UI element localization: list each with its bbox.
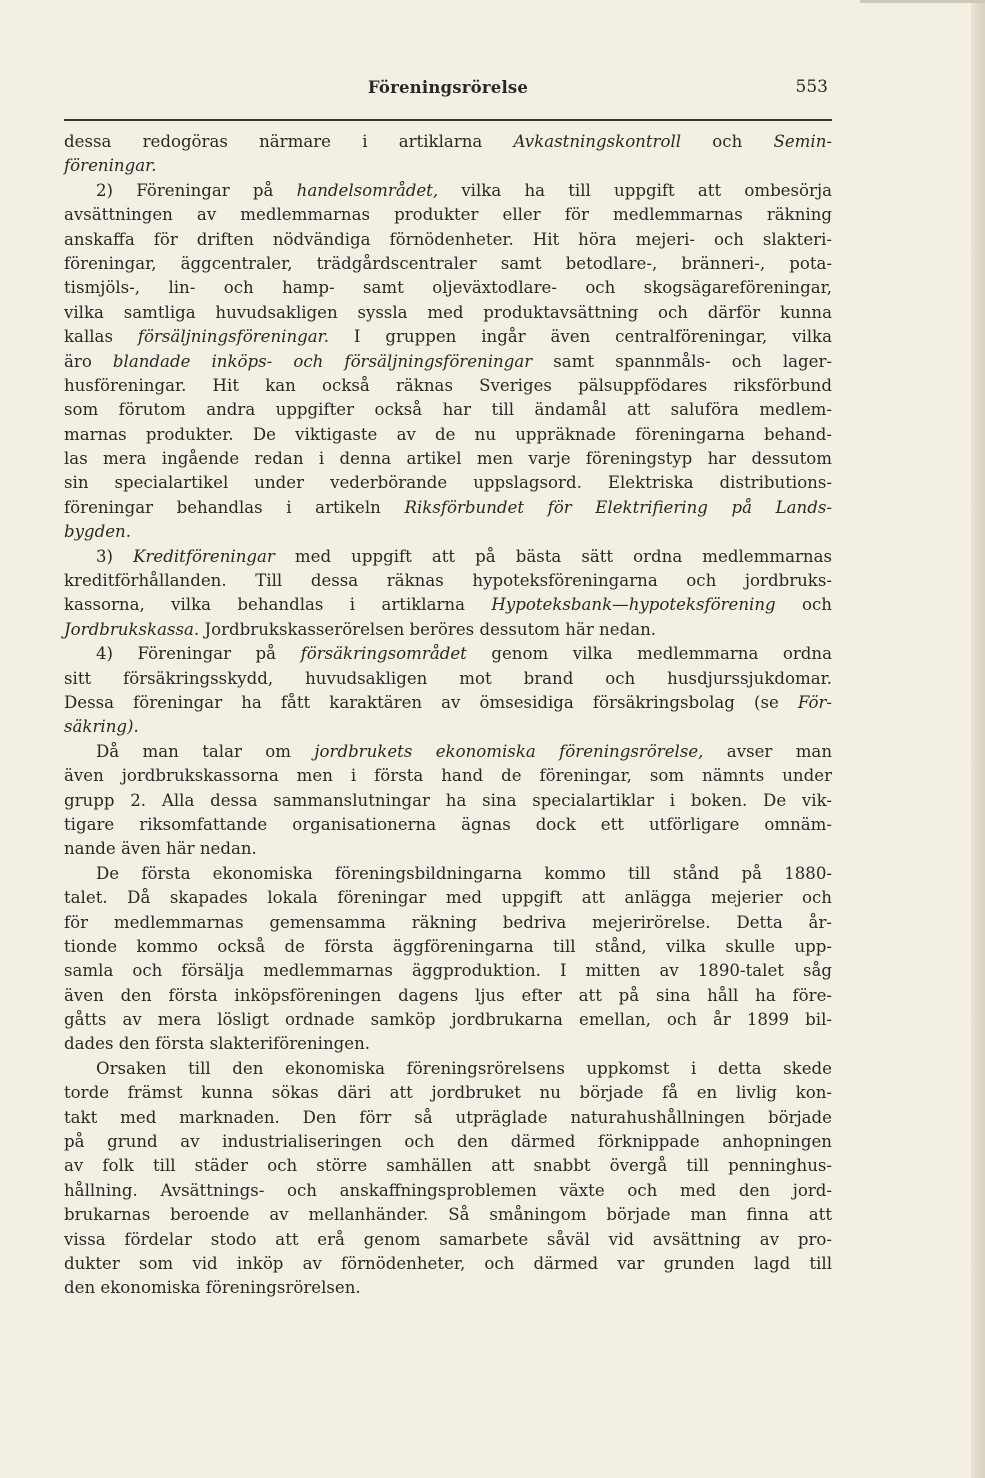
text-segment: De första ekonomiska föreningsbildningarna kommo till stånd på 1880- (96, 863, 832, 883)
text-segment: dades den första slakteriföreningen. (64, 1034, 371, 1054)
text-segment: kallas (64, 327, 138, 347)
text-segment: grupp 2. Alla dessa sammanslutningar ha sina specialartiklar i boken. De vik- (64, 790, 832, 810)
text-segment: I gruppen ingår även centralföreningar, vilka (329, 327, 832, 347)
text-line (64, 911, 832, 935)
text-segment: 3) (96, 546, 134, 566)
text-line (64, 618, 832, 642)
text-line (64, 1228, 832, 1252)
text-segment: föreningar, äggcentraler, trädgårdscentraler samt betodlare-, bränneri-, pota- (64, 253, 832, 273)
italic-term: säkring). (64, 717, 139, 737)
text-line (64, 1154, 832, 1178)
text-segment: tigare riksomfattande organisationerna ägnas dock ett utförligare omnäm- (64, 814, 832, 834)
text-segment: dukter som vid inköp av förnödenheter, och därmed var grunden lagd till (64, 1253, 832, 1273)
text-line (64, 350, 832, 374)
italic-term: Avkastningskontroll (513, 132, 682, 151)
text-line (64, 374, 832, 398)
text-segment: nande även här nedan. (64, 839, 257, 859)
text-line (64, 1179, 832, 1203)
text-line (64, 886, 832, 910)
text-segment: anskaffa för driften nödvändiga förnödenheter. Hit höra mejeri- och slakteri- (64, 229, 832, 249)
text-segment: gåtts av mera lösligt ordnade samköp jordbrukarna emellan, och år 1899 bil- (64, 1010, 832, 1030)
italic-term: Hypoteksbank—hypoteksförening (491, 595, 776, 615)
italic-term: För- (797, 692, 832, 712)
article-body (64, 130, 832, 1301)
italic-term: handelsområdet, (296, 180, 439, 200)
text-line (64, 154, 832, 178)
italic-term: Riksförbundet för Elektrifiering på Lands- (404, 497, 832, 517)
text-segment: kassorna, vilka behandlas i artiklarna (64, 595, 492, 615)
text-segment: sin specialartikel under vederbörande uppslagsord. Elektriska distributions- (64, 473, 832, 493)
text-line (64, 715, 832, 739)
text-line (64, 691, 832, 715)
text-segment: Då man talar om (96, 741, 315, 761)
text-line (64, 252, 832, 276)
text-segment: avser man (703, 741, 833, 761)
text-line (64, 203, 832, 227)
text-line (64, 569, 832, 593)
text-line (64, 447, 832, 471)
text-line (64, 862, 832, 886)
text-line (64, 984, 832, 1008)
text-line (64, 545, 832, 569)
text-segment: samt spannmåls- och lager- (532, 351, 832, 371)
text-segment: sitt försäkringsskydd, huvudsakligen mot brand och husdjurssjukdomar. (64, 668, 832, 688)
text-segment: marnas produkter. De viktigaste av de nu uppräknade föreningarna behand- (64, 424, 832, 444)
text-segment: den ekonomiska föreningsrörelsen. (64, 1278, 361, 1298)
text-line (64, 813, 832, 837)
running-title: Föreningsrörelse (367, 78, 529, 97)
text-segment: vilka ha till uppgift att ombesörja (438, 180, 832, 200)
text-segment: 2) Föreningar på (96, 180, 297, 200)
text-segment: takt med marknaden. Den förr så utpräglade naturahushållningen började (64, 1107, 832, 1127)
text-segment: brukarnas beroende av mellanhänder. Så småningom började man finna att (64, 1205, 832, 1225)
text-segment: föreningar behandlas i artikeln (64, 497, 405, 517)
italic-term: jordbrukets ekonomiska föreningsrörelse, (314, 741, 704, 761)
text-line (64, 398, 832, 422)
text-line (64, 496, 832, 520)
text-line (64, 593, 832, 617)
text-segment: husföreningar. Hit kan också räknas Sveriges pälsuppfödares riksförbund (64, 375, 832, 395)
text-line (64, 667, 832, 691)
text-segment: hållning. Avsättnings- och anskaffningsproblemen växte och med den jord- (64, 1180, 832, 1200)
text-segment: och (775, 595, 832, 615)
italic-term: Jordbrukskassa. (64, 619, 200, 639)
italic-term: Semin- (773, 132, 832, 151)
text-segment: även den första inköpsföreningen dagens ljus efter att på sina håll ha före- (64, 985, 832, 1005)
text-segment: avsättningen av medlemmarnas produkter eller för medlemmarnas räkning (64, 205, 832, 225)
text-segment: genom vilka medlemmarna ordna (466, 644, 832, 664)
text-line (64, 764, 832, 788)
top-edge-rule (860, 0, 985, 3)
text-segment: kreditförhållanden. Till dessa räknas hypoteksföreningarna och jordbruks- (64, 571, 832, 591)
text-line (64, 1106, 832, 1130)
text-line (64, 642, 832, 666)
italic-term: försäkringsområdet (300, 644, 467, 664)
text-segment: vissa fördelar stodo att erå genom samarbete såväl vid avsättning av pro- (64, 1229, 832, 1249)
text-line (64, 325, 832, 349)
text-segment: med uppgift att på bästa sätt ordna medlemmarnas (274, 546, 833, 566)
text-line (64, 1130, 832, 1154)
text-line (64, 423, 832, 447)
italic-term: föreningar. (64, 156, 157, 176)
text-line (64, 179, 832, 203)
text-line (64, 228, 832, 252)
italic-term: försäljningsföreningar. (137, 327, 330, 347)
page-number: 553 (795, 77, 828, 97)
text-segment: torde främst kunna sökas däri att jordbruket nu började få en livlig kon- (64, 1083, 832, 1103)
text-segment: 4) Föreningar på (96, 644, 301, 664)
text-segment: Dessa föreningar ha fått karaktären av ömsesidiga försäkringsbolag (se (64, 692, 798, 712)
text-line (64, 1276, 832, 1300)
italic-term: Kreditföreningar (133, 546, 275, 566)
text-line (64, 935, 832, 959)
text-line (64, 1008, 832, 1032)
text-segment: äro (64, 351, 113, 371)
text-line (64, 1203, 832, 1227)
text-line (64, 471, 832, 495)
text-segment: tionde kommo också de första äggföreningarna till stånd, vilka skulle upp- (64, 936, 832, 956)
text-line (64, 740, 832, 764)
header-rule (64, 119, 832, 121)
text-segment: las mera ingående redan i denna artikel men varje föreningstyp har dessutom (64, 449, 832, 469)
text-line (64, 1057, 832, 1081)
text-segment: vilka samtliga huvudsakligen syssla med produktavsättning och därför kunna (64, 302, 832, 322)
text-line (64, 789, 832, 813)
text-line (64, 1032, 832, 1056)
text-line (64, 276, 832, 300)
text-segment: av folk till städer och större samhällen att snabbt övergå till penninghus- (64, 1156, 832, 1176)
text-segment: som förutom andra uppgifter också har till ändamål att saluföra medlem- (64, 400, 832, 420)
text-segment: dessa redogöras närmare i artiklarna (64, 132, 514, 151)
text-segment: även jordbrukskassorna men i första hand de föreningar, som nämnts under (64, 766, 832, 786)
text-line (64, 1252, 832, 1276)
text-line (64, 130, 832, 154)
text-line (64, 301, 832, 325)
text-line (64, 1081, 832, 1105)
text-segment: för medlemmarnas gemensamma räkning bedriva mejerirörelse. Detta år- (64, 912, 832, 932)
text-line (64, 837, 832, 861)
text-segment: på grund av industrialiseringen och den därmed förknippade anhopningen (64, 1132, 832, 1152)
text-segment: talet. Då skapades lokala föreningar med uppgift att anlägga mejerier och (64, 888, 832, 908)
text-line (64, 959, 832, 983)
text-segment: och (681, 132, 774, 151)
text-line (64, 520, 832, 544)
text-segment: Jordbrukskasserörelsen beröres dessutom här nedan. (199, 619, 657, 639)
italic-term: blandade inköps- och försäljningsföreningar (112, 351, 533, 371)
page-edge-shadow (971, 0, 985, 1478)
text-segment: samla och försälja medlemmarnas äggproduktion. I mitten av 1890-talet såg (64, 961, 832, 981)
text-segment: Orsaken till den ekonomiska föreningsrörelsens uppkomst i detta skede (96, 1058, 832, 1078)
italic-term: bygden. (64, 522, 132, 542)
text-segment: tismjöls-, lin- och hamp- samt oljeväxtodlare- och skogsägareföreningar, (64, 278, 832, 298)
running-header (64, 78, 832, 104)
